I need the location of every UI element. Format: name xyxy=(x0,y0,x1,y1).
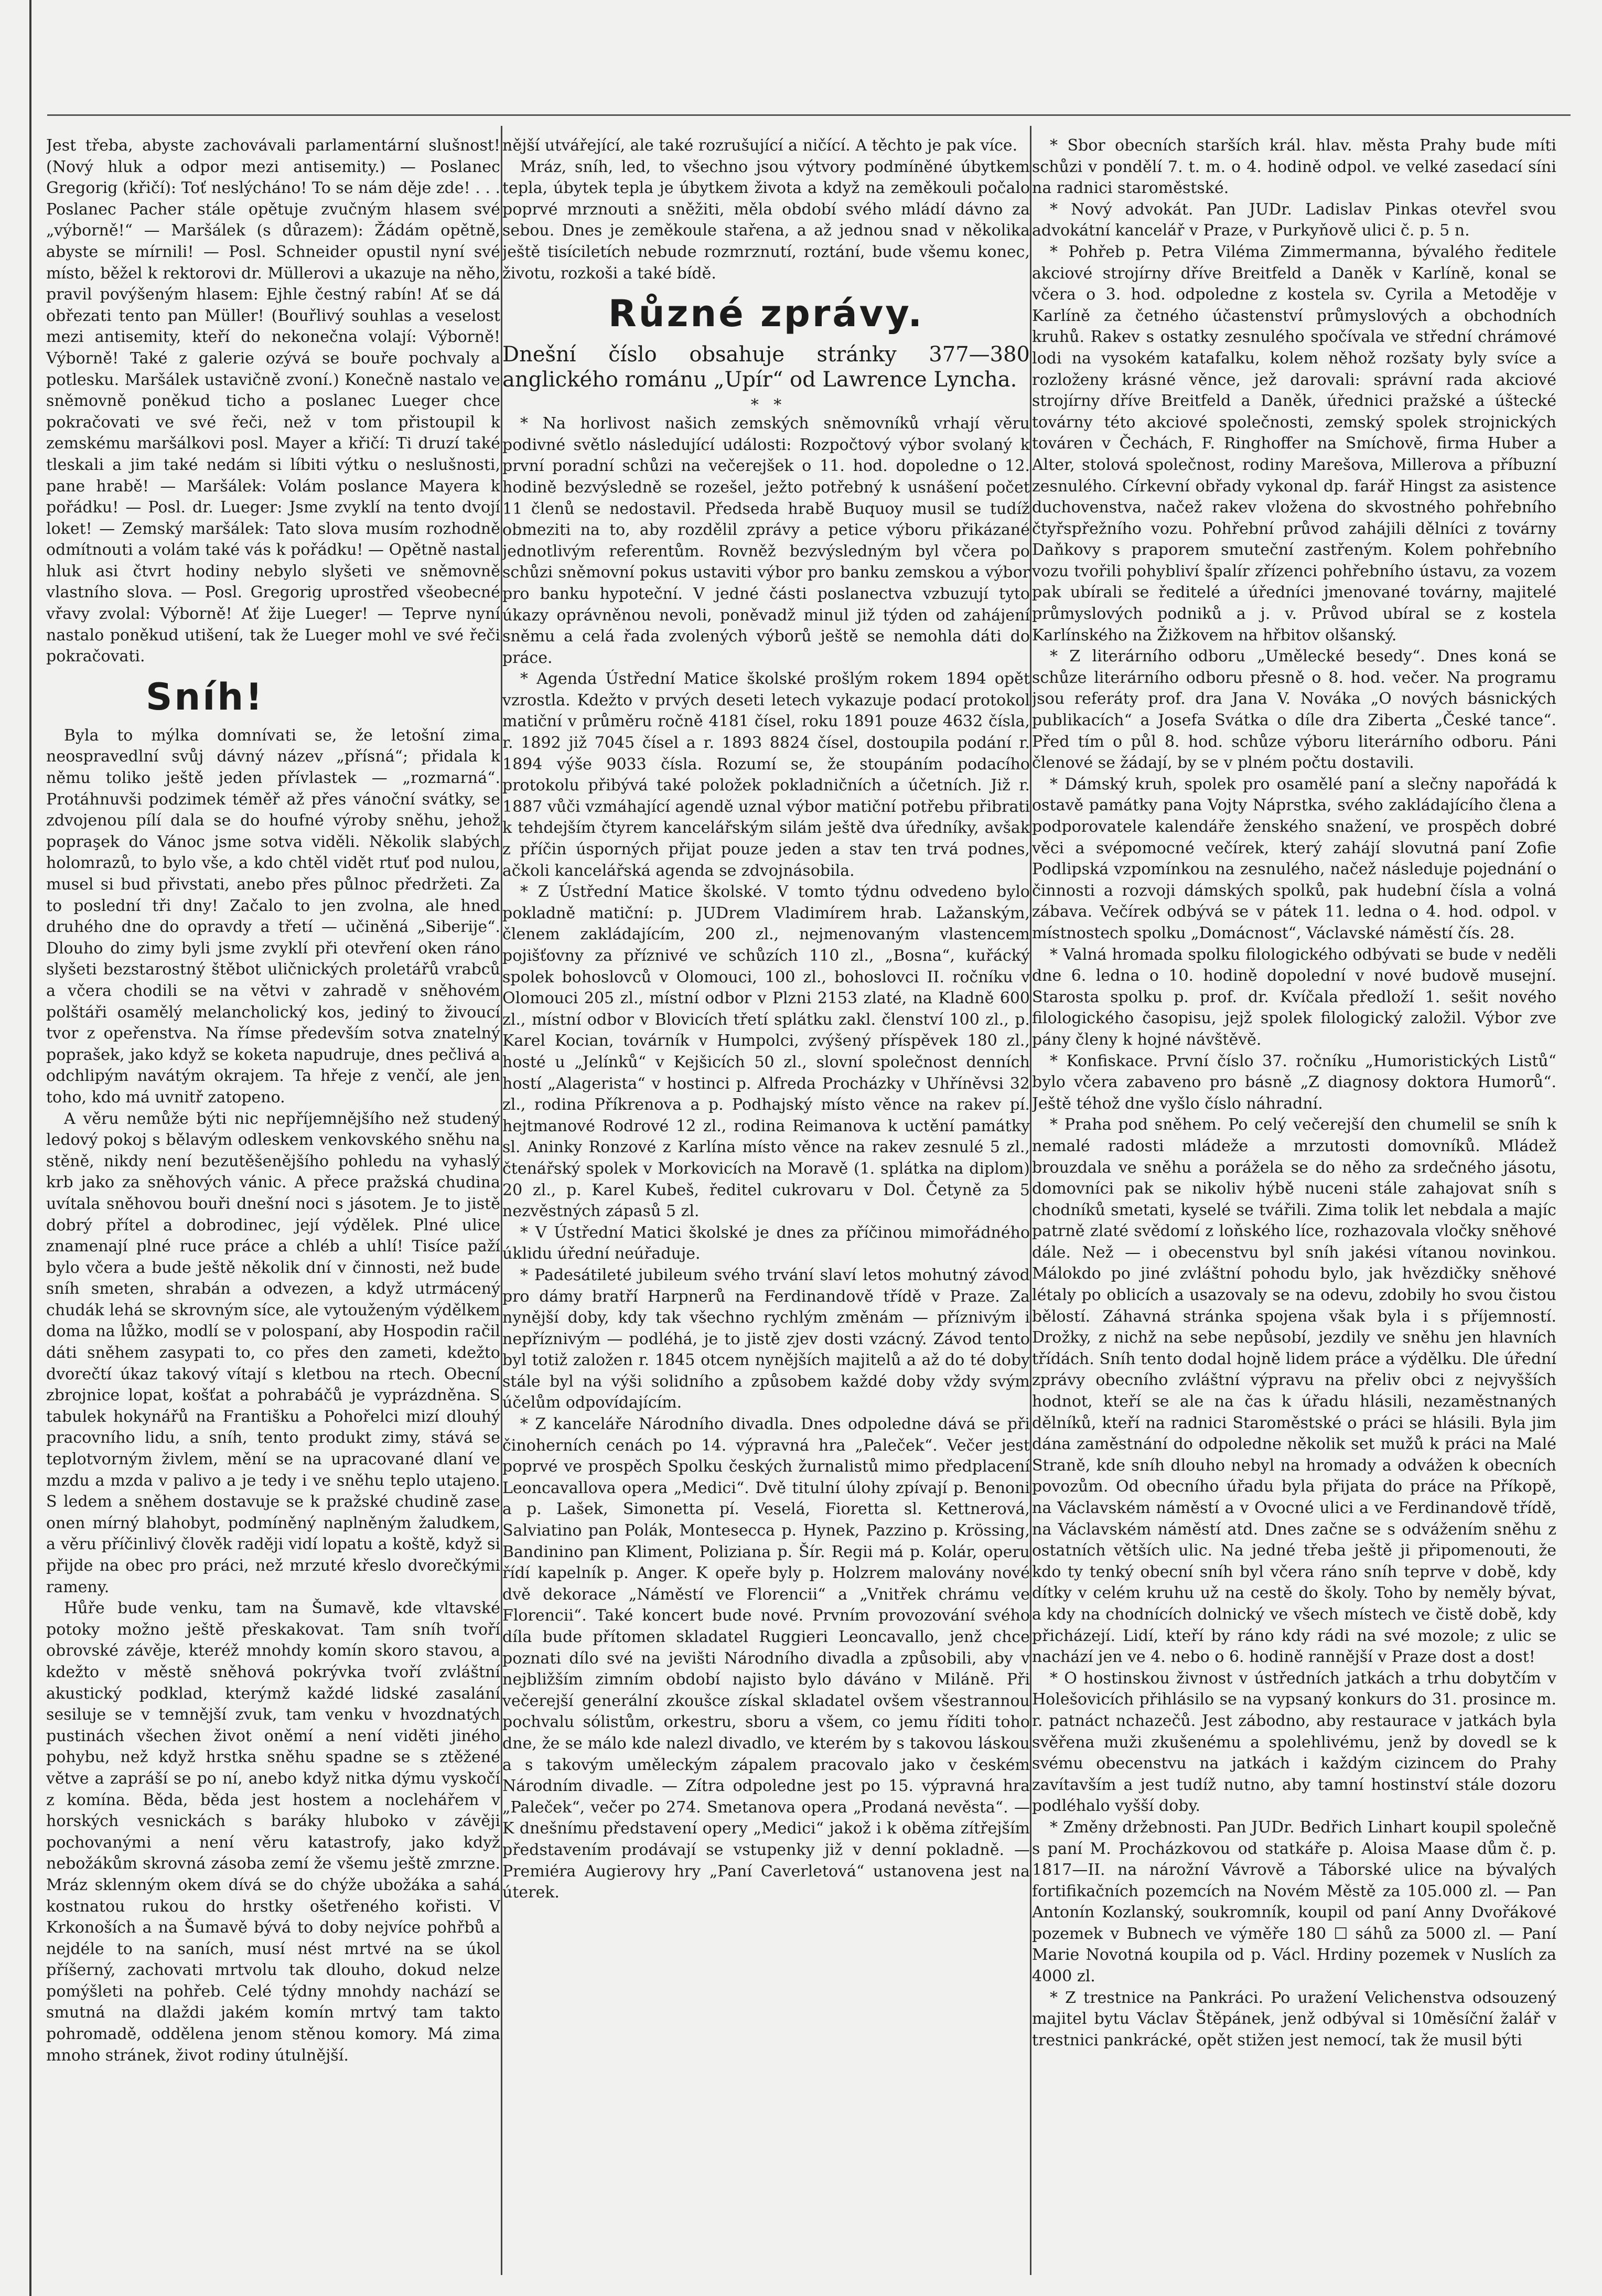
page-edge-rule xyxy=(29,0,31,2296)
news-item: * Změny držebnosti. Pan JUDr. Bedřich Linhart koupil společně s paní M. Procházkovou od statkáře p. Aloisa Maase dům č. p. 1817—II. na nárožní Vávrově a Táborské ulice na bývalých fortifikačních pozemcích na Novém Městě za 105.000 zl. — Pan Antonín Kozlanský, soukromník, koupil od paní Anny Dvořákové pozemek v Bubnech ve výměře 180 ☐ sáhů za 5000 zl. — Paní Marie Novotná koupila od p. Václ. Hrdiny pozemek v Nuslích za 4000 zl. xyxy=(1032,1818,1556,1986)
column-1 xyxy=(46,135,500,2275)
news-item: * Padesátileté jubileum svého trvání slaví letos mohutný závod pro dámy bratří Harpnerů na Ferdinandově třídě v Praze. Za nynější doby, kdy tak všechno rychlým změnám — příznivým i nepříznivým — podléhá, je to jistě zjev dosti vzácný. Závod tento byl totiž založen r. 1845 otcem nynějších majitelů a až do té doby stále byl na výši solidního a způsobem každé doby vždy svým účelům odpovídajícím. xyxy=(502,1265,1030,1412)
news-item: * Praha pod sněhem. Po celý večerejší den chumelil se sníh k nemalé radosti mládeže a mrzutosti domovníků. Mládež brouzdala ve sněhu a porážela se do něho za srdečného jásotu, domovníci pak se nikoliv hýbě nuceni stále zahajovat sníh s chodníků smetati, kyselé se tvářili. Zima tolik let nebdala a majíc patrně zlaté svědomí z loňského líce, rozhazovala vločky sněhové dále. Než — i obecenstvu byl sníh jakési vítanou novinkou. Málokdo po jiné zvláštní pohodu bylo, jak hvězdičky sněhové létaly po oblicích a usazovaly se na odevu, zdobily ho svou čistou bělostí. Záhavná stránka spojena však byla i s příjemností. Drožky, z nichž na sebe nepůsobí, jezdily ve sněhu jen hlavních třídách. Sníh tento dodal hojně lidem práce a výdělku. Dle úřední zprávy obecního zvláštní výpravu na přeliv obci z nejvyšších hodnot, kteří se ale na čas k úřadu hlásili, nezaměstnaných dělníků, kteří na radnici Staroměstské o práci se hlásili. Byla jim dána zaměstnání do odpoledne několik set mužů k práci na Malé Straně, kde sníh dlouho nebyl na hromady a odvážen k obecních povozům. Od obecního úřadu byla přijata do práce na Příkopě, na Václavském náměstí a v Ovocné ulici a ve Ferdinandově třídě, na Václavském náměstí atd. Dnes začne se s odvážením sněhu z ostatních větších ulic. Na jedné třeba ještě ji připomenouti, že kdo ty tenký obecní sníh byl včera ráno sníh teprve v době, kdy dítky v celém kruhu už na cestě do školy. Toho by neměly bývat, a kdy na chodnících dolnický ve všech místech ve čistě době, kdy přicházejí. Lidí, kteří by ráno kdy rádi na své mozole; z ulic se nachází jen ve 4. nebo o 6. hodině rannější v Praze dost a dost! xyxy=(1032,1115,1556,1667)
parliament-report: Jest třeba, abyste zachovávali parlamentární slušnost! (Nový hluk a odpor mezi antisemity.) — Poslanec Gregorig (křičí): Toť neslýcháno! To se nám děje zde! . . . Poslanec Pacher stále opětuje zvučným hlasem své „výborně!“ — Maršálek (s důrazem): Žádám opětně, abyste se mírnili! — Posl. Schneider opustil nyní své místo, běžel k rektorovi dr. Müllerovi a ukazuje na něho, pravil povýšeným hlasem: Ejhle čestný rabín! Ať se dá obřezati tento pan Müller! (Bouřlivý souhlas a veselost mezi antisemity, kteří do nekonečna volají: Výborně! Výborně! Také z galerie ozývá se bouře pochvaly a potlesku. Maršálek ustavičně zvoní.) Konečně nastalo ve sněmovně poněkud ticho a poslanec Lueger chce pokračovati ve své řeči, než v tom přistoupil k zemskému maršálkovi posl. Mayer a křičí: Ti druzí také tleskali a jim také nedám si líbiti výtku o neslušnosti, pane hrabě! — Maršálek: Volám poslance Mayera k pořádku! — Posl. dr. Lueger: Jsme zvyklí na tento dvojí loket! — Zemský maršálek: Tato slova musím rozhodně odmítnouti a volám také vás k pořádku! — Opětně nastal hluk asi čtvrt hodiny nebylo slyšeti ve sněmovně vlastního slova. — Posl. Gregorig uprostřed všeobecné vřavy zvolal: Výborně! Ať žije Lueger! — Teprve nyní nastalo poněkud utišení, tak že Lueger mohl ve své řeči pokračovati. xyxy=(46,136,500,666)
news-item: * Valná hromada spolku filologického odbývati se bude v neděli dne 6. ledna o 10. hodině dopolední v nové budově musejní. Starosta spolku p. prof. dr. Kvíčala předloží 1. sešit nového filologického časopisu, jejž spolek filologický založil. Výbor zve pány členy k hojné návštěvě. xyxy=(1032,945,1556,1049)
column-2 xyxy=(502,135,1030,2275)
news-item: * Pohřeb p. Petra Viléma Zimmermanna, bývalého ředitele akciové strojírny dříve Breitfeld a Daněk v Karlíně, konal se včera o 3. hod. odpoledne z kostela sv. Cyrila a Metoděje v Karlíně za četného účastenství průmyslových a obchodních kruhů. Rakev s ostatky zesnulého spočívala ve střední chrámové lodi na vysokém katafalku, kolem něhož rozšaty byly svíce a rozloženy krásné věnce, jež darovali: správní rada akciové strojírny dříve Breitfeld a Daněk, úřednici pražské a úštecké továrny této akciové společnosti, zemský spolek strojnických továren v Čechách, F. Ringhoffer na Smíchově, firma Huber a Alter, stolová společnost, rodiny Marešova, Millerova a příbuzní zesnulého. Církevní obřady vykonal dp. farář Hingst za asistence duchovenstva, načež rakev vložena do skvostného pohřebního čtyřspřežního vozu. Pohřební průvod zahájili dělníci z továrny Daňkovy s praporem smuteční zastřeným. Kolem pohřebního vozu tvořili pohybliví špalír zřízenci pohřebního ústavu, za vozem pak ubírali se ředitelé a úředníci jmenované továrny, majitelé průmyslových podniků a j. v. Průvod ubíral se z kostela Karlínského na Žižkovem na hřbitov olšanský. xyxy=(1032,242,1556,645)
news-item: * Sbor obecních starších král. hlav. města Prahy bude míti schůzi v pondělí 7. t. m. o 4. hodině odpol. ve velké zasedací síni na radnici staroměstské. xyxy=(1032,136,1556,198)
column-rule-2 xyxy=(1030,126,1031,2275)
issue-notice: Dnešní číslo obsahuje stránky 377—380 anglického románu „Upír“ od Lawrence Lyncha. xyxy=(502,342,1030,392)
news-item: * Konfiskace. První číslo 37. ročníku „Humoristických Listů“ bylo včera zabaveno pro básně „Z diagnosy doktora Humorů“. Ještě téhož dne vyšlo číslo náhradní. xyxy=(1032,1052,1556,1113)
snih-paragraph: Hůře bude venku, tam na Šumavě, kde vltavské potoky možno ještě přeskakovat. Tam sníh tvoří obrovské závěje, kteréž mnohdy komín skoro stavou, a kdežto v městě sněhová pokrývka tvoří zvláštní akustický podklad, kterýmž každé lidské zasalání sesiluje se v temnější zvuk, tam venku v hvozdnatých pustinách všechen život oněmí a není viděti jiného pohybu, než když hrstka sněhu spadne se s ztěžené větve a zapráší se po ní, anebo když nitka dýmu vyskočí z komína. Běda, běda jest hostem a noclehářem v horských vesnickách s baráky hluboko v závěji pochovanými a není věru katastrofy, jako když nebožákům skrovná zásoba zemí že všemu ještě zmrzne. Mráz sklenným okem dívá se do chýže ubožáka a sahá kostnatou rukou do hrstky ošetřeného kořisti. V Krkonoších a na Šumavě bývá to doby nejvíce pohřbů a nejdéle to na saních, musí nést mrtvé na se úkol příšerný, zachovati mrtvolu tak dlouho, dokud nelze pomýšleti na pohřeb. Celé týdny mnohdy nachází se smutná na dlaždi jakém komín mrtvý tam takto pohromadě, oddělena jenom stěnou komory. Má zima mnoho stránek, život rodiny útulnější. xyxy=(46,1599,500,2065)
snih-continuation: Mráz, sníh, led, to všechno jsou výtvory podmíněné úbytkem tepla, úbytek tepla je úbytkem života a když na zeměkouli počalo poprvé mrznouti a sněžiti, měla období svého mládí dávno za sebou. Dnes je zeměkoule stařena, a až jednou snad v několika ještě tisíciletích nebude rozmrznutí, roztání, bude všemu konec, životu, rozkoši a také bídě. xyxy=(502,157,1030,283)
news-item: * Z trestnice na Pankráci. Po uražení Velichenstva odsouzený majitel bytu Václav Štěpánek, jenž odbýval si 10měsíční žalář v trestnici pankrácké, opět stižen jest nemocí, tak že musil býti xyxy=(1032,1988,1556,2050)
news-item: * Z literárního odboru „Umělecké besedy“. Dnes koná se schůze literárního odboru přesně o 8. hod. večer. Na programu jsou referáty prof. dra Jana V. Nováka „O nových básnických publikacích“ a Josefa Svátka o díle dra Ziberta „České tance“. Před tím o půl 8. hod. schůze výboru literárního odboru. Páni členové se žádají, by se v plném počtu dostavili. xyxy=(1032,647,1556,773)
snih-continuation: nější utvářející, ale také rozrušující a ničící. A těchto je pak více. xyxy=(502,136,1018,155)
news-item: * Nový advokát. Pan JUDr. Ladislav Pinkas otevřel svou advokátní kancelář v Praze, v Purkyňově ulici č. p. 5 n. xyxy=(1032,200,1556,240)
separator-stars: * * xyxy=(750,396,782,415)
news-item: * Z Ústřední Matice školské. V tomto týdnu odvedeno bylo pokladně matiční: p. JUDrem Vladimírem hrab. Lažanským, členem zakládajícím, 200 zl., nejmenovaným vlastencem pojišťovny za příznivé ve schůzích 110 zl., „Bosna“, kuřácký spolek bohoslovců v Olomouci, 100 zl., bohoslovci II. ročníku v Olomouci 205 zl., místní odbor v Plzni 2153 zlaté, na Kladně 600 zl., místní odbor v Blovicích třetí splátku zakl. členství 100 zl., p. Karel Kocian, továrník v Humpolci, zvýšený příspěvek 180 zl., hosté u „Jelínků“ v Kejšicích 50 zl., slovní společnost denních hostí „Alagerista“ v hostinci p. Alfreda Procházky v Uhříněvsi 32 zl., rodina Příkrenova a p. Podhajský místo věnce na rakev pí. hejtmanové Rodrové 12 zl., rodina Reimanova k uctění památky sl. Aninky Ronzové z Karlína místo věnce na rakev zesnulé 5 zl., čtenářský spolek v Morkovicích na Moravě (1. splátka na diplom) 20 zl., p. Karel Kubeš, ředitel cukrovaru v Dol. Četyně za 5 nezvěstných zápasů 5 zl. xyxy=(502,883,1030,1221)
ruzne-zpravy-heading: Různé zprávy. xyxy=(608,292,924,336)
news-item: * Z kanceláře Národního divadla. Dnes odpoledne dává se při činoherních cenách po 14. výpravná hra „Paleček“. Večer jest poprvé ve prospěch Spolku českých žurnalistů mimo předplacení Leoncavallova opera „Medici“. Dvě titulní úlohy zpívají p. Benoni a p. Lašek, Simonetta pí. Veselá, Fioretta sl. Kettnerová, Salviatino pan Polák, Montesecca p. Hynek, Pazzino p. Krössing, Bandinino pan Kliment, Poliziana p. Šír. Regii má p. Kolár, operu řídí kapelník p. Anger. K opeře byly p. Holzrem malovány nové dvě dekorace „Náměstí ve Florencii“ a „Vnitřek chrámu ve Florencii“. Také koncert bude nové. Prvním provozování svého díla bude přítomen skladatel Ruggieri Leoncavallo, jenž chce poznati dílo své na jevišti Národního divadla a způsobili, aby v nejbližším zimním období najisto bylo dáváno v Miláně. Při večerejší generální zkoušce získal skladatel ovšem všestrannou pochvalu sólistům, orkestru, sboru a všem, co jemu říditi toho dne, že se málo kde nalezl divadlo, ve kterém by s takovou láskou a s takovým uměleckým zápalem pracovalo jako v českém Národním divadle. — Zítra odpoledne jest po 15. výpravná hra „Paleček“, večer po 274. Smetanova opera „Prodaná nevěsta“. — K dnešnímu představení opery „Medici“ jakož i k oběma zítřejším představením prodávají se vstupenky již v denní pokladně. — Premiéra Augierovy hry „Paní Caverletová“ ustanovena jest na úterek. xyxy=(502,1415,1030,1902)
news-item: * Agenda Ústřední Matice školské prošlým rokem 1894 opět vzrostla. Kdežto v prvých deseti letech vykazuje podací protokol matiční v průměru ročně 4181 čísel, roku 1891 pouze 4632 čísla, r. 1892 již 7045 čísel a r. 1893 8824 čísel, dostoupila podání r. 1894 výše 9033 čísla. Rozumí se, že stoupáním podacího protokolu přibývá také položek pokladničních a účetních. Již r. 1887 vůči vzmáhající agendě uznal výbor matiční potřebu přibrati k tehdejším čtyrem kancelářským silám ještě dva úředníky, avšak z příčin úsporných přijat pouze jeden a stav ten trvá podnes, ačkoli kancelářská agenda se zdvojnásobila. xyxy=(502,670,1030,880)
news-item: * O hostinskou živnost v ústředních jatkách a trhu dobytčím v Holešovicích přihlásilo se na vypsaný konkurs do 31. prosince m. r. patnáct nchazečů. Jest zábodno, aby restaurace v jatkách byla svěřena muži zkušenému a spolehlivému, jenž by dovedl se k svému obecenstvu na jatkách i každým cizincem do Prahy zavítavším a jest tudíž nutno, aby tamní hostinství stále dozoru podléhalo vyšší doby. xyxy=(1032,1669,1556,1816)
column-3 xyxy=(1032,135,1556,2275)
snih-heading: Sníh! xyxy=(146,675,265,718)
news-item: * Dámský kruh, spolek pro osamělé paní a slečny napořádá k ostavě památky pana Vojty Náprstka, svého zakládajícího člena a podporovatele kalendáře ženského snažení, ve prospěch dobré věci a svépomocné večírek, který zahájí slovutná paní Zofie Podlipská vzpomínkou na zesnulého, načež následuje pojednání o činnosti a rozvoji dámských spolků, pak hudební čísla a volná zábava. Večírek odbývá se v pátek 11. ledna o 4. hod. odpol. v místnostech spolku „Domácnost“, Václavské náměstí čís. 28. xyxy=(1032,775,1556,942)
snih-paragraph: Byla to mýlka domnívati se, že letošní zima neospravedlní svůj dávný název „přísná“; přidala k němu toliko ještě jeden přívlastek — „rozmarná“. Protáhnuvši podzimek téměř až přes vánoční svátky, se zdvojenou pílí dala se do houfné výroby sněhu, jehož popraşek do Vánoc jsme sotva viděli. Několik slabých holomrazů, to bylo vše, a kdo chtěl vidět rtuť pod nulou, musel si bud přivstati, anebo přes půlnoc předržeti. Za to poslední tři dny! Začalo to jen zvolna, ale hned druhého dne do opravdy a třetí — učiněná „Siberije“. Dlouho do zimy byli jsme zvyklí při otevření oken ráno slyšeti bezstarostný štěbot uličnických proletářů vrabců a včera chodili se na větvi v zahradě v sněhovém polštáři osamělý melancholický kos, jediný to živoucí tvor z opeřenstva. Na římse především sotva znatelný poprašek, jako když se koketa napudruje, dnes pečlivá a odchlipým navátým okrajem. Ta hřeje z venčí, ale jen toho, kdo má uvnitř zatopeno. xyxy=(46,726,500,1107)
top-rule xyxy=(47,114,1571,116)
news-item: * Na horlivost našich zemských sněmovníků vrhají věru podivné světlo následující události: Rozpočtový výbor svolaný k první poradní schůzi na večerejšek o 11. hod. dopoledne o 12. hodině bezvýsledně se rozešel, ježto potřebný k usnášení počet 11 členů se nedostavil. Předseda hrabě Buquoy musil se tudíž obmeziti na to, aby rozdělil zprávy a petice výboru přikázané jednotlivým referentům. Rovněž bezvýsledným byl včera po schůzi sněmovní pokus ustaviti výbor pro banku zemskou a výbor pro banku hypoteční. V jedné části poslanectva vzbuzují tyto úkazy oprávněnou nevoli, poněvadž minul již týden od zahájení sněmu a celá řada zvolených výborů ještě se nemohla dáti do práce. xyxy=(502,414,1030,667)
news-item: * V Ústřední Matici školské je dnes za příčinou mimořádného úklidu úřední neúřaduje. xyxy=(502,1223,1030,1263)
snih-paragraph: A věru nemůže býti nic nepříjemnějšího než studený ledový pokoj s bělavým odleskem venkovského sněhu na stěně, nikdy není bezutěšenějšího pohledu na vyhaslý krb jako za sněhových vánic. A přece pražská chudina uvítala sněhovou bouři dnešní noci s jásotem. Je to jistě dobrý přítel a dobrodinec, její výdělek. Plné ulice znamenají plné ruce práce a chléb a uhlí! Tisíce paží bylo včera a bude ještě několik dní v činnosti, než bude sníh smeten, shrabán a odvezen, a když utrmácený chudák lehá se skrovným síce, ale vytouženým výdělkem doma na lůžko, modlí se v polospaní, aby Hospodin račil dáti sněhem zasypati to, co přes den zameti, kdežto dvorečtí úkaz takový vítají s kletbou na rtech. Obecní zbrojnice lopat, košťat a pohrabáčů je vyprázdněna. S tabulek hokynářů na Františku a Pohořelci mizí dlouhý pracovního lidu, a sníh, tento produkt zimy, stává se teplotvorným živlem, mění se na upracované dlaní ve mzdu a mzda v palivo a je tedy i ve sněhu teplo utajeno. S ledem a sněhem dostavuje se k pražské chudině zase onen mírný blahobyt, podmíněný naplněným žaludkem, a věru příčinlivý člověk raději vidí lopatu a koště, když si přijde na obec pro práci, než mrzuté křeslo dvorečkými rameny. xyxy=(46,1109,500,1596)
